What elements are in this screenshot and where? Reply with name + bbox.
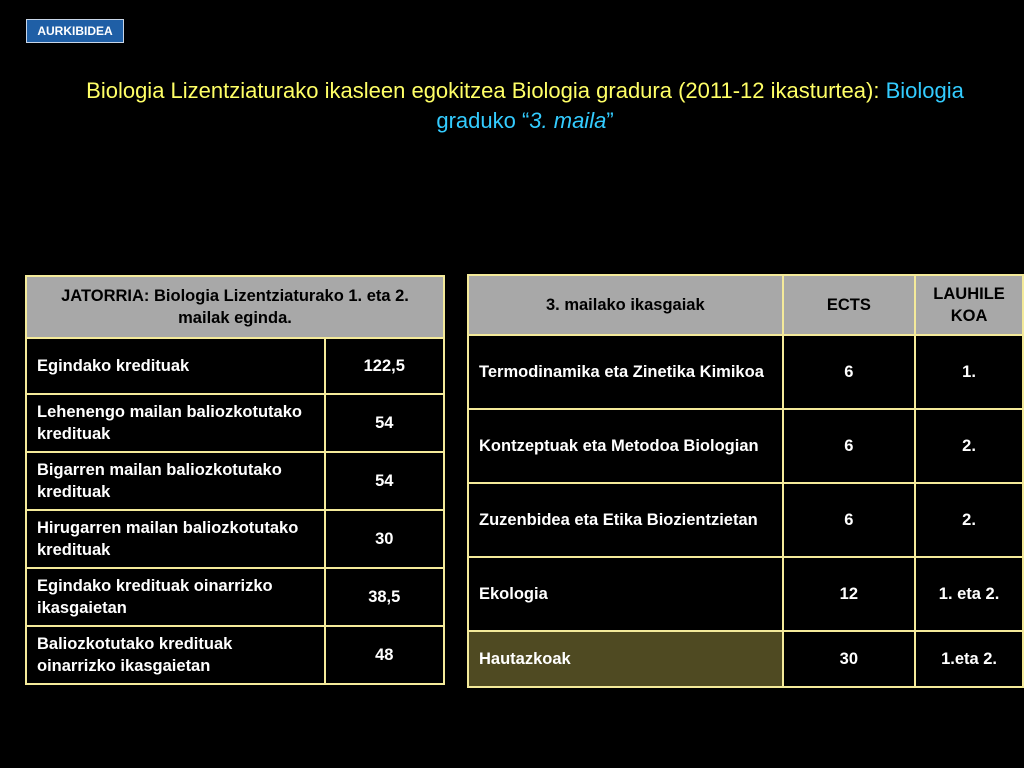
table-row-electives <box>468 631 1023 687</box>
semester-header: LAUHILE KOA <box>915 275 1023 335</box>
subject-semester: 1. eta 2. <box>915 557 1023 631</box>
title-level: 3. maila <box>529 108 607 133</box>
credit-value: 122,5 <box>325 338 444 394</box>
subject-name: Ekologia <box>468 557 783 631</box>
title-highlight-prefix: Biologia graduko “ <box>436 78 964 133</box>
table-row <box>468 409 1023 483</box>
credit-label: Lehenengo mailan baliozkotutako kredituak <box>26 394 325 452</box>
subject-semester: 2. <box>915 483 1023 557</box>
subject-name: Hautazkoak <box>468 631 783 687</box>
table-row <box>26 510 444 568</box>
table-row <box>26 568 444 626</box>
credit-value: 30 <box>325 510 444 568</box>
subject-header: 3. mailako ikasgaiak <box>468 275 783 335</box>
subject-semester: 1.eta 2. <box>915 631 1023 687</box>
credit-value: 38,5 <box>325 568 444 626</box>
title-main: Biologia Lizentziaturako ikasleen egokitzea Biologia gradura (2011-12 ikasturtea): <box>86 78 886 103</box>
origin-credits-table <box>25 275 445 685</box>
origin-header: JATORRIA: Biologia Lizentziaturako 1. eta 2. mailak eginda. <box>26 276 444 338</box>
title-highlight-suffix: ” <box>606 108 614 133</box>
credit-value: 54 <box>325 394 444 452</box>
subject-semester: 2. <box>915 409 1023 483</box>
table-row <box>468 557 1023 631</box>
credit-value: 48 <box>325 626 444 684</box>
table-row <box>26 452 444 510</box>
ects-header: ECTS <box>783 275 915 335</box>
table-row <box>468 483 1023 557</box>
subject-name: Termodinamika eta Zinetika Kimikoa <box>468 335 783 409</box>
credit-label: Bigarren mailan baliozkotutako kredituak <box>26 452 325 510</box>
table-row <box>26 338 444 394</box>
table-row <box>26 626 444 684</box>
table-row <box>26 394 444 452</box>
third-year-subjects-table <box>467 274 1024 688</box>
subject-ects: 6 <box>783 335 915 409</box>
subject-semester: 1. <box>915 335 1023 409</box>
credit-label: Egindako kredituak oinarrizko ikasgaietan <box>26 568 325 626</box>
index-button[interactable]: AURKIBIDEA <box>26 19 124 43</box>
credit-label: Hirugarren mailan baliozkotutako kredituak <box>26 510 325 568</box>
credit-label: Baliozkotutako kredituak oinarrizko ikasgaietan <box>26 626 325 684</box>
subject-ects: 6 <box>783 483 915 557</box>
credit-label: Egindako kredituak <box>26 338 325 394</box>
subject-name: Kontzeptuak eta Metodoa Biologian <box>468 409 783 483</box>
slide-title <box>60 76 990 136</box>
subject-ects: 12 <box>783 557 915 631</box>
subject-ects: 30 <box>783 631 915 687</box>
subject-ects: 6 <box>783 409 915 483</box>
table-row <box>468 335 1023 409</box>
table-header-row <box>26 276 444 338</box>
credit-value: 54 <box>325 452 444 510</box>
table-header-row <box>468 275 1023 335</box>
subject-name: Zuzenbidea eta Etika Biozientzietan <box>468 483 783 557</box>
